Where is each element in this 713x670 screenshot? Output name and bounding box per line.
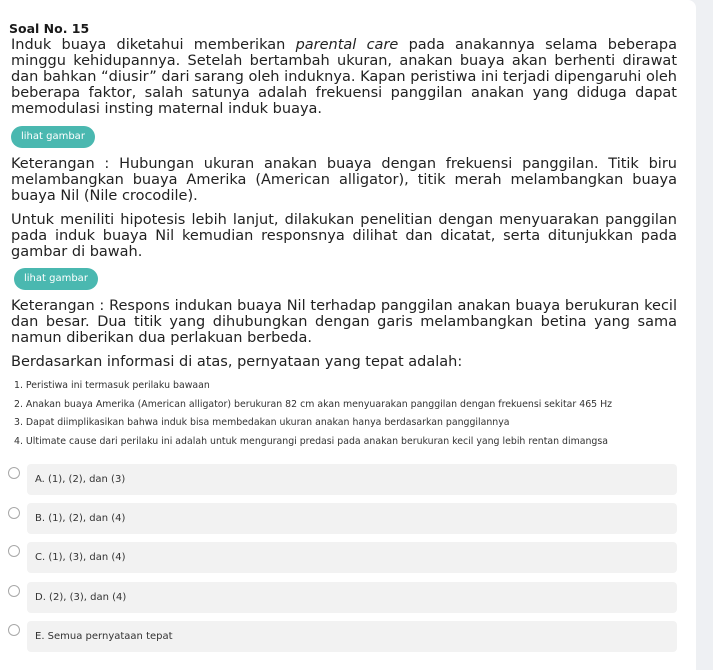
statement-4: 4. Ultimate cause dari perilaku ini adalah untuk mengurangi predasi pada anakan berukuran kecil yang lebih rentan dimangsa bbox=[14, 436, 608, 447]
figure-caption-1: Keterangan : Hubungan ukuran anakan buaya dengan frekuensi panggilan. Titik biru melambangkan buaya Amerika (American alligator), titik merah melambangkan buaya buaya Nil (Nile crocodile). bbox=[11, 156, 677, 204]
option-e[interactable]: E. Semua pernyataan tepat bbox=[27, 621, 677, 652]
option-a-radio[interactable] bbox=[8, 467, 20, 479]
option-b[interactable]: B. (1), (2), dan (4) bbox=[27, 503, 677, 534]
option-c[interactable]: C. (1), (3), dan (4) bbox=[27, 542, 677, 573]
option-e-radio[interactable] bbox=[8, 624, 20, 636]
view-image-button-2[interactable]: lihat gambar bbox=[14, 268, 98, 290]
option-d-radio[interactable] bbox=[8, 585, 20, 597]
statement-3: 3. Dapat diimplikasikan bahwa induk bisa membedakan ukuran anakan hanya berdasarkan panggilannya bbox=[14, 417, 510, 428]
view-image-button-1[interactable]: lihat gambar bbox=[11, 126, 95, 148]
option-c-radio[interactable] bbox=[8, 545, 20, 557]
option-a[interactable]: A. (1), (2), dan (3) bbox=[27, 464, 677, 495]
option-d[interactable]: D. (2), (3), dan (4) bbox=[27, 582, 677, 613]
figure-caption-2: Keterangan : Respons indukan buaya Nil terhadap panggilan anakan buaya berukuran kecil dan besar. Dua titik yang dihubungkan dengan garis melambangkan betina yang sama namun diberikan dua perlakuan berbeda. bbox=[11, 298, 677, 346]
intro-text-start: Induk buaya diketahui memberikan bbox=[11, 37, 296, 53]
intro-text-end: pada anakannya selama beberapa minggu kehidupannya. Setelah bertambah ukuran, anakan buaya akan berhenti dirawat dan bahkan “diusir” dari sarang oleh induknya. Kapan peristiwa ini terjadi dipengaruhi oleh beberapa faktor, salah satunya adalah frekuensi panggilan anakan yang diduga dapat memodulasi insting maternal induk buaya. bbox=[11, 37, 677, 117]
statement-1: 1. Peristiwa ini termasuk perilaku bawaan bbox=[14, 380, 210, 391]
paragraph-2: Untuk meniliti hipotesis lebih lanjut, dilakukan penelitian dengan menyuarakan panggilan pada induk buaya Nil kemudian responsnya dilihat dan dicatat, serta ditunjukkan pada gambar di bawah. bbox=[11, 212, 677, 260]
question-intro bbox=[11, 37, 677, 117]
question-prompt: Berdasarkan informasi di atas, pernyataan yang tepat adalah: bbox=[11, 354, 463, 370]
statement-2: 2. Anakan buaya Amerika (American alligator) berukuran 82 cm akan menyuarakan panggilan dengan frekuensi sekitar 465 Hz bbox=[14, 399, 613, 410]
intro-italic-term: parental care bbox=[295, 37, 399, 53]
question-number: Soal No. 15 bbox=[9, 21, 90, 36]
option-b-radio[interactable] bbox=[8, 507, 20, 519]
